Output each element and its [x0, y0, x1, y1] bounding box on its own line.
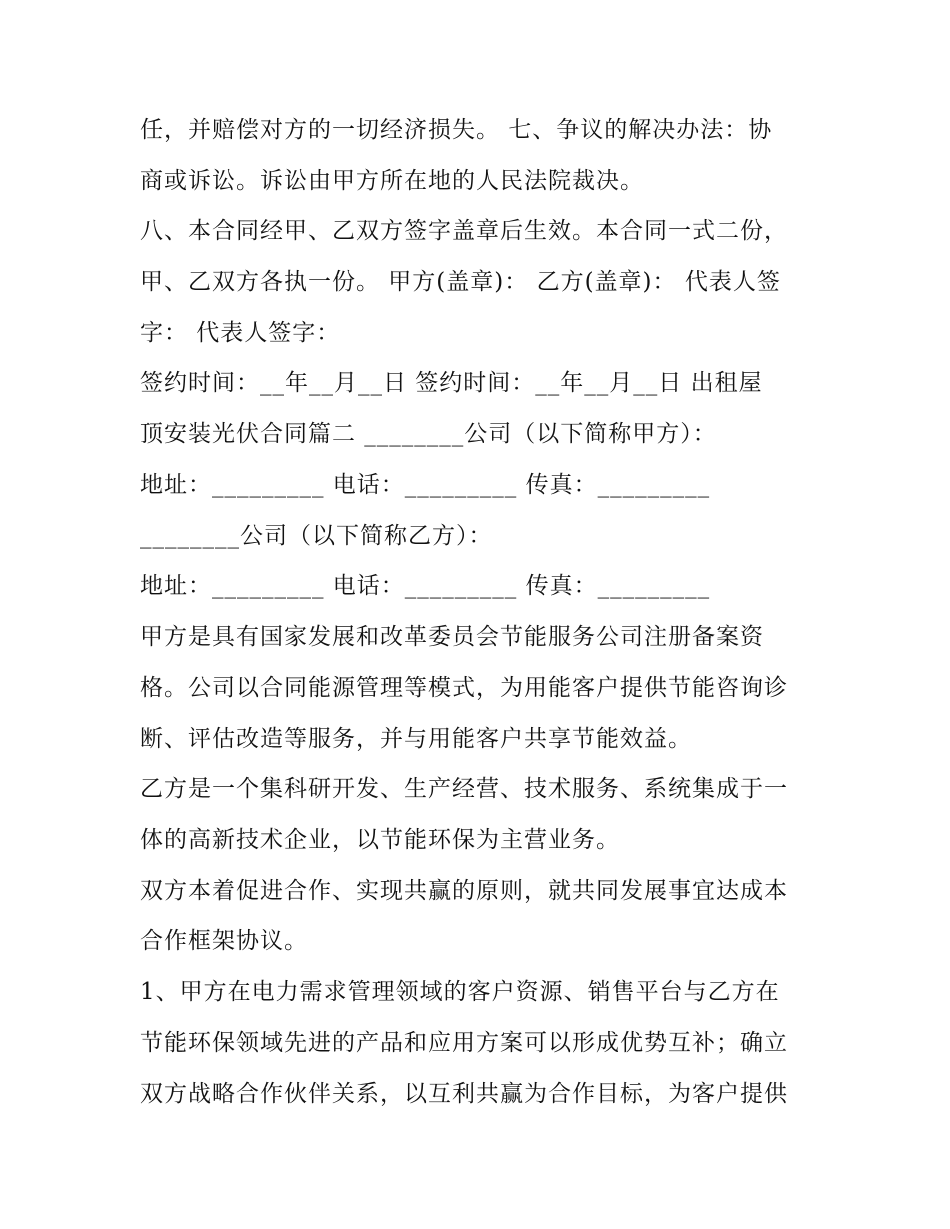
- text-line: 地址：_________ 电话：_________ 传真：_________: [140, 573, 711, 599]
- text-line: 任，并赔偿对方的一切经济损失。 七、争议的解决办法：协: [140, 117, 773, 143]
- text-line: 顶安装光伏合同篇二 ________公司（以下简称甲方）：: [140, 421, 717, 447]
- text-line: 断、评估改造等服务，并与用能客户共享节能效益。: [140, 726, 692, 752]
- text-line: ________公司（以下简称乙方）：: [140, 523, 493, 549]
- text-line: 甲、乙双方各执一份。 甲方(盖章)： 乙方(盖章)： 代表人签: [140, 269, 781, 295]
- text-line: 地址：_________ 电话：_________ 传真：_________: [140, 472, 711, 498]
- text-line: 字： 代表人签字：: [140, 320, 341, 346]
- text-line: 商或诉讼。诉讼由甲方所在地的人民法院裁决。: [140, 168, 644, 194]
- text-line: 双方本着促进合作、实现共赢的原则，就共同发展事宜达成本: [140, 878, 788, 904]
- text-line: 签约时间：__年__月__日 签约时间：__年__月__日 出租屋: [140, 370, 763, 396]
- text-line: 双方战略合作伙伴关系，以互利共赢为合作目标，为客户提供: [140, 1081, 788, 1107]
- text-line: 八、本合同经甲、乙双方签字盖章后生效。本合同一式二份，: [140, 218, 788, 244]
- text-line: 体的高新技术企业，以节能环保为主营业务。: [140, 827, 620, 853]
- text-line: 乙方是一个集科研开发、生产经营、技术服务、系统集成于一: [140, 776, 788, 802]
- text-line: 甲方是具有国家发展和改革委员会节能服务公司注册备案资: [140, 624, 764, 650]
- text-line: 格。公司以合同能源管理等模式，为用能客户提供节能咨询诊: [140, 675, 788, 701]
- text-line: 合作框架协议。: [140, 928, 308, 954]
- text-line: 节能环保领域先进的产品和应用方案可以形成优势互补；确立: [140, 1030, 788, 1056]
- text-line: 1、甲方在电力需求管理领域的客户资源、销售平台与乙方在: [140, 979, 780, 1005]
